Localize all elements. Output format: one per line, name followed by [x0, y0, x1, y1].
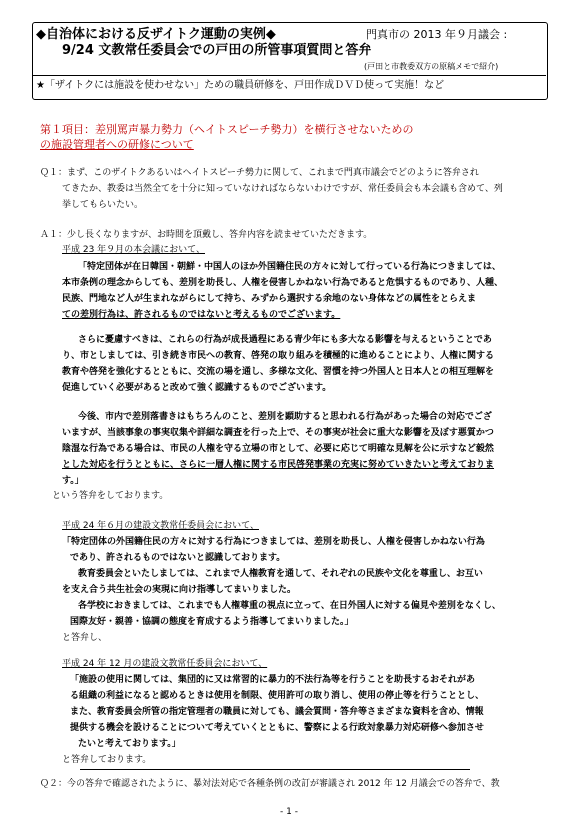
section-heading-line2: の施設管理者への研修について [40, 138, 194, 151]
a1-p3-line: いますが、当該事象の事実収集や詳細な調査を行った上で、その事実が社会に重大な影響を及ぼす悪質かつ [62, 428, 494, 438]
a1-p3-line: 陰湿な行為である場合は、市民の人権を守る立場の市として、必要に応じて明確な見解を公に示すなど毅然 [62, 444, 494, 454]
h24-12-line: 提供する機会を設けることについて考えていくとともに、警察による行政対象暴力対応研修へ参加させ [70, 723, 484, 733]
q2-line: Ｑ２：今の答弁で確認されたように、暴対法対応で各種条例の改訂が審議され 2012 年 12 月議会での答弁で、教 [40, 779, 500, 789]
h24-6-line: であり、許されるものではないと認識しております。 [70, 553, 286, 563]
h24-12-heading: 平成 24 年 12 月の建設文教常任委員会において、 [62, 659, 268, 669]
header-title: ◆自治体における反ザイトク運動の実例◆ [36, 27, 276, 42]
header-note: (戸田と市教委双方の原稿メモで紹介) [364, 62, 499, 71]
a1-p1-line: ての差別行為は、許されるものではないと考えるものでございます。 [62, 310, 341, 320]
h24-12-line: 「施設の使用に関しては、集団的に又は常習的に暴力的不法行為等を行うことを助長するおそれがあ [70, 675, 476, 685]
h24-6-line: 「特定団体の外国籍住民の方々に対する行為につきましては、差別を助長し、人権を侵害しかねない行為 [62, 537, 485, 547]
h24-6-line: 教育委員会といたしましては、これまで人権教育を通して、それぞれの民族や文化を尊重し、お互い [78, 569, 483, 579]
a1-p3-line: す。」 [62, 476, 84, 486]
a1-intro: Ａ１：少し長くなりますが、お時間を頂戴し、答弁内容を読ませていただきます。 [40, 230, 373, 240]
a1-p3-line: とした対応を行うとともに、さらに一層人権に関する市民啓発事業の充実に努めていきたいと考えておりま [62, 460, 495, 470]
a1-p1-line: 本市条例の理念からしても、差別を助長し、人権を侵害しかねない行為であると危惧するものであり、人種、 [62, 278, 504, 288]
h24-12-line: る組織の利益になると認めるときは使用を制限、使用許可の取り消し、使用の停止等を行うこととし、 [70, 691, 485, 701]
h24-12-line: また、教育委員会所管の指定管理者の職員に対しても、議会質問・答弁等さまざまな資料を含め、情報 [70, 707, 484, 717]
header-summary: ★「ザイトクには施設を使わせない」ための職員研修を、戸田作成ＤＶＤ使って実施！など [36, 80, 445, 91]
h24-6-line: 各学校におきましては、これまでも人権尊重の視点に立って、在日外国人に対する偏見や差別をなくし、 [78, 601, 501, 611]
a1-p1-line: 「特定団体が在日韓国・朝鮮・中国人のほか外国籍住民の方々に対して行っている行為につきましては、 [78, 262, 501, 272]
separator-line [80, 769, 470, 770]
section-heading-line1: 第１項目：差別罵声暴力勢力（ヘイトスピーチ勢力）を横行させないための [40, 123, 414, 136]
a1-p2-line: さらに憂慮すべきは、これらの行為が成長過程にある青少年にも多大なる影響を与えるということであ [78, 335, 492, 345]
h24-6-line: を支え合う共生社会の実現に向け指導してまいりました。 [62, 585, 297, 595]
q1-line: Ｑ１：まず、このザイトクあるいはヘイトスピーチ勢力に関して、これまで門真市議会でどのように答弁され [40, 168, 479, 178]
header-meeting: 門真市の 2013 年９月議会 : [366, 28, 508, 41]
a1-p1-line: 民族、門地など人が生まれながらにして持ち、みずから選択する余地のない身体などの属性をとらえま [62, 294, 477, 304]
header-subtitle: 9/24 文教常任委員会での戸田の所管事項質問と答弁 [62, 43, 372, 58]
h24-12-closing: と答弁しております。 [62, 755, 152, 765]
h24-6-heading: 平成 24 年６月の建設文教常任委員会において、 [62, 521, 259, 531]
a1-p3-line: 今後、市内で差別落書きはもちろんのこと、差別を顕助すると思われる行為があった場合の対応でござ [78, 412, 492, 422]
a1-p2-line: 教育や啓発を強化するとともに、交流の場を通し、多様な文化、習慣を持つ外国人と日本人との相互理解を [62, 367, 495, 377]
a1-closing: という答弁をしております。 [52, 491, 169, 501]
h24-6-closing: と答弁し、 [62, 633, 108, 643]
a1-p2-line: 促進していく必要があると改めて強く認識するものでございます。 [62, 383, 332, 393]
q1-line: てきたか、教委は当然全てを十分に知っていなければならないわけですが、常任委員会も本会議も含めて、列 [62, 184, 503, 194]
h24-6-line: 国際友好・親善・協調の態度を育成するよう指導してまいりました。」 [70, 617, 354, 627]
h24-12-line: たいと考えております。」 [78, 739, 181, 749]
a1-p2-line: り、市としましては、引き続き市民への教育、啓発の取り組みを積極的に進めることにより、人権に関する [62, 351, 495, 361]
page-number: - 1 - [280, 807, 298, 817]
a1-h23-heading: 平成 23 年９月の本会議において、 [62, 245, 205, 255]
q1-line: 挙してもらいたい。 [62, 200, 144, 210]
